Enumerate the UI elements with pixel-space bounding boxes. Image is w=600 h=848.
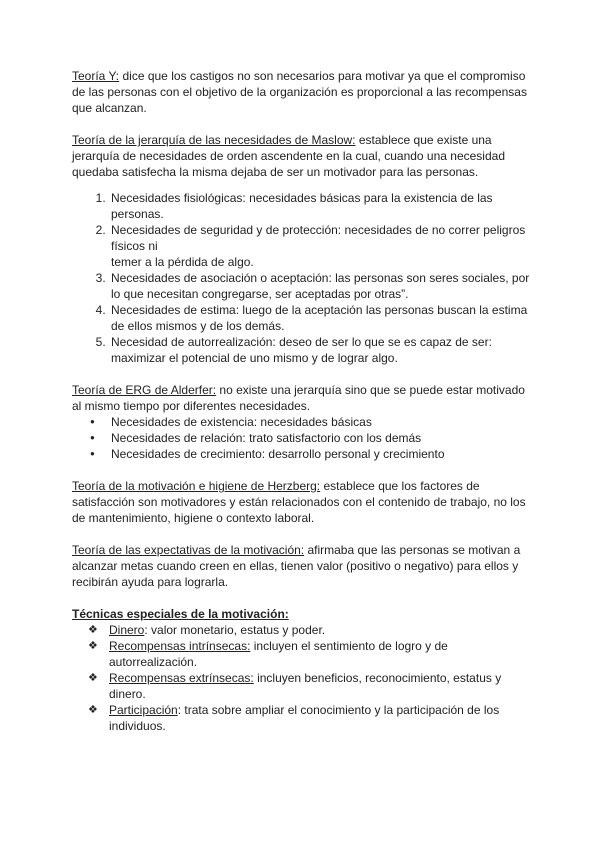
list-item: [109, 222, 532, 270]
tecnica-term: Recompensas intrínsecas:: [109, 639, 251, 653]
maslow-text: establece que existe una jerarquía de necesidades de orden ascendente en la cual, cuando una necesidad quedaba satisfecha la misma dejaba de ser un motivador para las personas.: [72, 133, 505, 179]
herzberg-title: Teoría de la motivación e higiene de Herzberg:: [72, 479, 321, 493]
diamond-bullet-icon: ❖: [88, 672, 98, 684]
list-item: 4. Necesidades de estima: luego de la aceptación las personas buscan la estima de ellos mismos y de los demás.: [109, 302, 532, 334]
tecnica-text: : trata sobre ampliar el conocimiento y la participación de los individuos.: [109, 703, 500, 733]
maslow-list: [72, 190, 532, 366]
list-item-text: Necesidades de seguridad y de protección: necesidades de no correr peligros físicos ni: [111, 223, 526, 253]
expectativas-text: afirmaba que las personas se motivan a alcanzar metas cuando creen en ellas, tienen valor (positivo o negativo) para ellos y recibirán ayuda para lograrla.: [72, 543, 521, 589]
expectativas-title: Teoría de las expectativas de la motivación:: [72, 543, 305, 557]
herzberg-paragraph: [72, 478, 532, 526]
herzberg-text: establece que los factores de satisfacción son motivadores y están relacionados con el contenido de trabajo, no los de mantenimiento, higiene o contexto laboral.: [72, 479, 526, 525]
teoria-y-title: Teoría Y:: [72, 69, 120, 83]
list-item: 5. Necesidad de autorrealización: deseo de ser lo que se es capaz de ser: maximizar el potencial de uno mismo y de lograr algo.: [109, 334, 532, 366]
expectativas-paragraph: [72, 542, 532, 590]
list-item: [88, 702, 532, 734]
tecnicas-list: [72, 622, 532, 734]
tecnica-term: Participación: [109, 703, 178, 717]
list-item: [88, 670, 532, 702]
list-item: [88, 622, 532, 638]
list-item-continuation: temer a la pérdida de algo.: [111, 255, 254, 269]
tecnicas-section: [72, 606, 532, 734]
alderfer-title: Teoría de ERG de Alderfer:: [72, 383, 217, 397]
list-item: ● Necesidades de existencia: necesidades básicas: [109, 414, 532, 430]
diamond-bullet-icon: ❖: [88, 640, 98, 652]
tecnica-text: incluyen el sentimiento de logro y de autorrealización.: [109, 639, 448, 669]
diamond-bullet-icon: ❖: [88, 624, 98, 636]
list-item: 3. Necesidades de asociación o aceptación: las personas son seres sociales, por lo que necesitan congregarse, ser aceptadas por otras”.: [109, 270, 532, 302]
maslow-section: [72, 132, 532, 366]
alderfer-section: [72, 382, 532, 462]
tecnica-term: Dinero: [109, 623, 145, 637]
diamond-bullet-icon: ❖: [88, 704, 98, 716]
alderfer-paragraph: [72, 382, 532, 414]
document-page: [72, 68, 532, 734]
alderfer-list: [72, 414, 532, 462]
list-item: [88, 638, 532, 670]
teoria-y-text: dice que los castigos no son necesarios para motivar ya que el compromiso de las personas con el objetivo de la organización es proporcional a las recompensas que alcanzan.: [72, 69, 527, 115]
maslow-paragraph: [72, 132, 532, 180]
teoria-y-paragraph: [72, 68, 532, 116]
tecnicas-heading: Técnicas especiales de la motivación:: [72, 607, 289, 621]
tecnica-term: Recompensas extrínsecas:: [109, 671, 254, 685]
list-item: ● Necesidades de relación: trato satisfactorio con los demás: [109, 430, 532, 446]
tecnica-text: : valor monetario, estatus y poder.: [144, 623, 326, 637]
tecnica-text: incluyen beneficios, reconocimiento, estatus y dinero.: [109, 671, 502, 701]
list-item: ● Necesidades de crecimiento: desarrollo personal y crecimiento: [109, 446, 532, 462]
alderfer-text: no existe una jerarquía sino que se puede estar motivado al mismo tiempo por diferentes necesidades.: [72, 383, 525, 413]
list-item: 1. Necesidades fisiológicas: necesidades básicas para la existencia de las personas.: [109, 190, 532, 222]
maslow-title: Teoría de la jerarquía de las necesidades de Maslow:: [72, 133, 356, 147]
